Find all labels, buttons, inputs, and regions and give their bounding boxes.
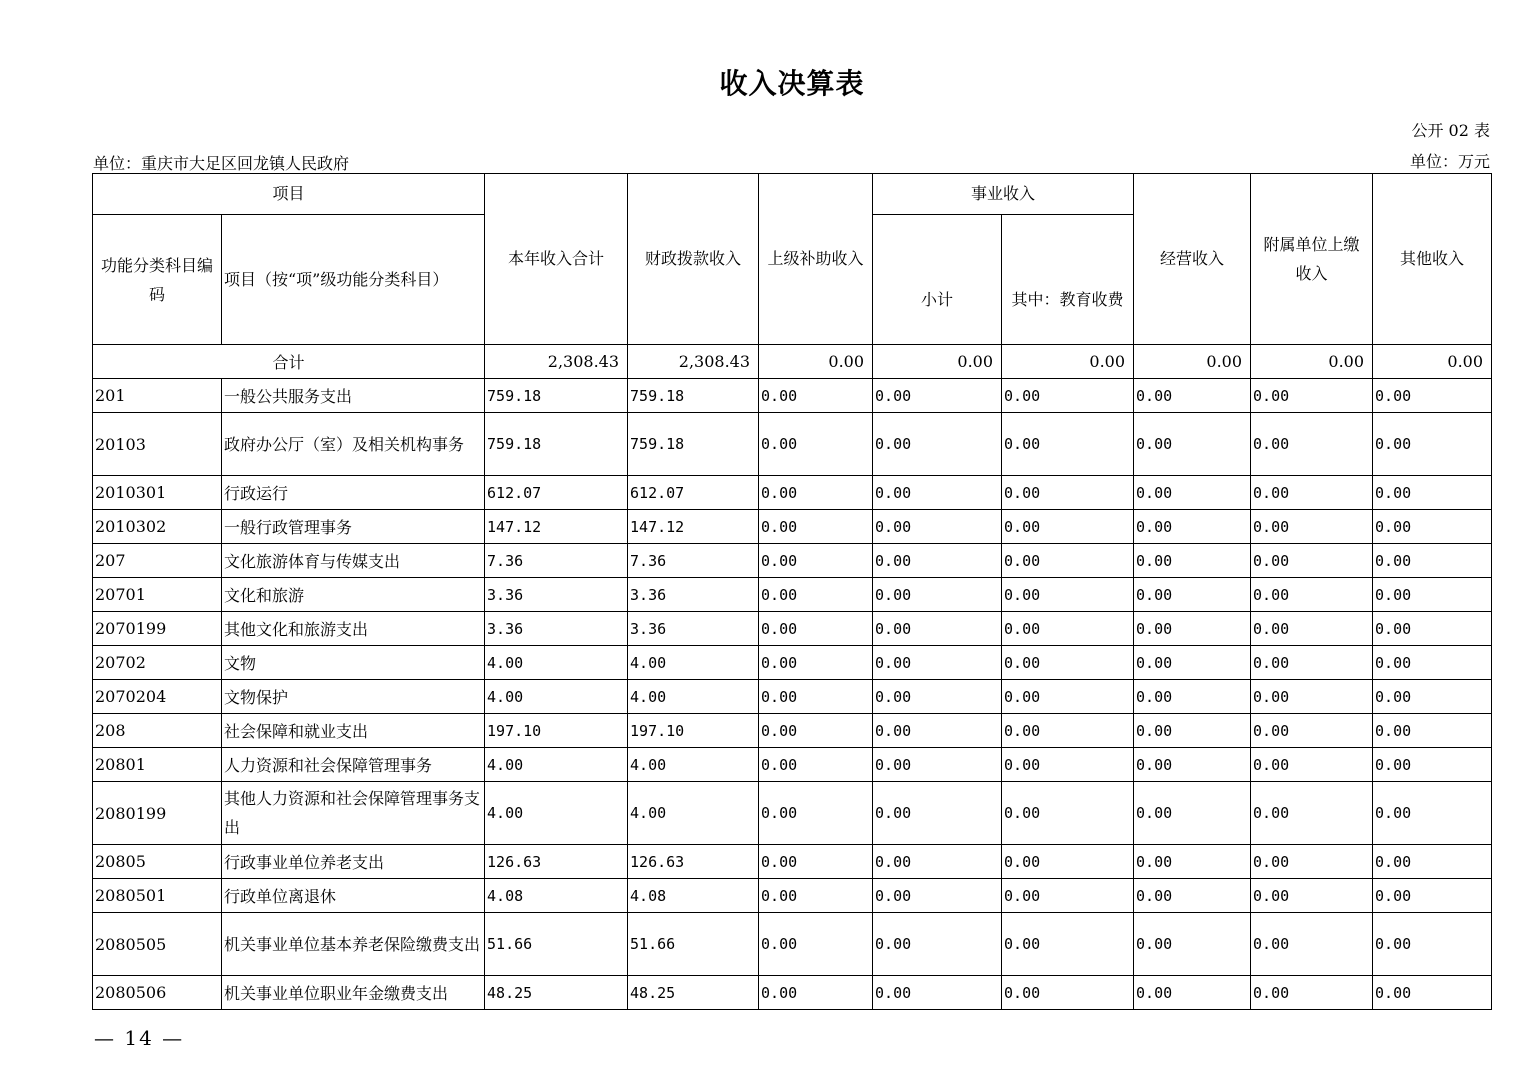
table-row: [93, 544, 1492, 578]
row-value-cell: 0.00: [1251, 913, 1373, 976]
row-code: 208: [93, 714, 222, 748]
header-superior: 上级补助收入: [759, 174, 873, 345]
row-value-cell: 0.00: [1251, 646, 1373, 680]
row-value-cell: 0.00: [1002, 714, 1134, 748]
totals-cell: 2,308.43: [628, 345, 759, 379]
row-item-name: 其他文化和旅游支出: [222, 612, 485, 646]
row-value-cell: 0.00: [1134, 544, 1251, 578]
table-row: [93, 379, 1492, 413]
row-item-name: 文物: [222, 646, 485, 680]
table-row: [93, 748, 1492, 782]
row-value-cell: 4.00: [628, 680, 759, 714]
row-value-cell: 0.00: [759, 845, 873, 879]
row-value-cell: 0.00: [1002, 476, 1134, 510]
row-item-name: 机关事业单位基本养老保险缴费支出: [222, 913, 485, 976]
row-value-cell: 0.00: [1002, 879, 1134, 913]
row-code: 2080501: [93, 879, 222, 913]
totals-label: 合计: [93, 345, 485, 379]
row-value-cell: 0.00: [873, 476, 1002, 510]
row-value-cell: 0.00: [1134, 714, 1251, 748]
row-item-name: 其他人力资源和社会保障管理事务支出: [222, 782, 485, 845]
totals-cell: 2,308.43: [485, 345, 628, 379]
table-row: [93, 913, 1492, 976]
header-item: 项目（按“项”级功能分类科目）: [222, 215, 485, 345]
totals-cell: 0.00: [1251, 345, 1373, 379]
header-education-fee: 其中：教育收费: [1002, 215, 1134, 345]
row-value-cell: 0.00: [1251, 379, 1373, 413]
income-table: [92, 173, 1492, 1010]
row-item-name: 文物保护: [222, 680, 485, 714]
currency-unit: 单位：万元: [1409, 152, 1490, 171]
form-number: 公开 02 表: [1411, 121, 1490, 140]
row-value-cell: 0.00: [1251, 845, 1373, 879]
header-total-income: 本年收入合计: [485, 174, 628, 345]
header-subtotal: 小计: [873, 215, 1002, 345]
row-value-cell: 0.00: [1002, 845, 1134, 879]
row-value-cell: 0.00: [1373, 578, 1492, 612]
header-code: 功能分类科目编码: [93, 215, 222, 345]
row-item-name: 行政运行: [222, 476, 485, 510]
row-value-cell: 4.00: [485, 782, 628, 845]
row-item-name: 行政事业单位养老支出: [222, 845, 485, 879]
header-project: 项目: [93, 174, 485, 215]
row-value-cell: 0.00: [1251, 578, 1373, 612]
row-value-cell: 0.00: [873, 913, 1002, 976]
row-value-cell: 0.00: [759, 748, 873, 782]
row-value-cell: 126.63: [485, 845, 628, 879]
row-value-cell: 7.36: [628, 544, 759, 578]
row-value-cell: 3.36: [485, 578, 628, 612]
row-value-cell: 0.00: [873, 379, 1002, 413]
row-value-cell: 0.00: [1134, 578, 1251, 612]
row-value-cell: 126.63: [628, 845, 759, 879]
row-value-cell: 0.00: [1134, 612, 1251, 646]
row-value-cell: 0.00: [1134, 845, 1251, 879]
totals-cell: 0.00: [1002, 345, 1134, 379]
row-value-cell: 0.00: [1134, 379, 1251, 413]
row-value-cell: 0.00: [873, 544, 1002, 578]
header-operating: 经营收入: [1134, 174, 1251, 345]
row-value-cell: 0.00: [1373, 680, 1492, 714]
row-value-cell: 0.00: [1373, 782, 1492, 845]
row-item-name: 一般公共服务支出: [222, 379, 485, 413]
row-code: 20701: [93, 578, 222, 612]
row-code: 20702: [93, 646, 222, 680]
row-value-cell: 0.00: [1134, 879, 1251, 913]
row-value-cell: 0.00: [873, 413, 1002, 476]
row-value-cell: 0.00: [759, 578, 873, 612]
row-value-cell: 0.00: [1002, 612, 1134, 646]
row-value-cell: 0.00: [1134, 413, 1251, 476]
row-value-cell: 0.00: [1002, 413, 1134, 476]
row-value-cell: 0.00: [759, 612, 873, 646]
row-value-cell: 197.10: [485, 714, 628, 748]
row-value-cell: 0.00: [873, 782, 1002, 845]
row-value-cell: 0.00: [1251, 714, 1373, 748]
row-value-cell: 0.00: [873, 845, 1002, 879]
row-value-cell: 759.18: [628, 379, 759, 413]
totals-row: [93, 345, 1492, 379]
row-value-cell: 0.00: [1251, 612, 1373, 646]
reporting-unit: 单位：重庆市大足区回龙镇人民政府: [93, 154, 350, 173]
row-code: 20801: [93, 748, 222, 782]
table-row: [93, 646, 1492, 680]
table-row: [93, 413, 1492, 476]
row-code: 2080506: [93, 976, 222, 1010]
row-value-cell: 7.36: [485, 544, 628, 578]
row-code: 20805: [93, 845, 222, 879]
header-affiliated: 附属单位上缴收入: [1251, 174, 1373, 345]
row-value-cell: 0.00: [1251, 782, 1373, 845]
row-value-cell: 759.18: [485, 413, 628, 476]
row-value-cell: 0.00: [1373, 879, 1492, 913]
table-row: [93, 612, 1492, 646]
row-value-cell: 0.00: [1373, 913, 1492, 976]
row-item-name: 人力资源和社会保障管理事务: [222, 748, 485, 782]
row-value-cell: 0.00: [759, 879, 873, 913]
row-value-cell: 0.00: [1251, 748, 1373, 782]
row-value-cell: 4.00: [628, 782, 759, 845]
row-code: 2080199: [93, 782, 222, 845]
row-value-cell: 4.08: [485, 879, 628, 913]
row-code: 201: [93, 379, 222, 413]
row-value-cell: 0.00: [1134, 748, 1251, 782]
row-value-cell: 0.00: [1002, 510, 1134, 544]
row-value-cell: 0.00: [759, 714, 873, 748]
row-value-cell: 612.07: [628, 476, 759, 510]
row-value-cell: 0.00: [759, 379, 873, 413]
row-value-cell: 0.00: [1373, 510, 1492, 544]
row-value-cell: 0.00: [873, 879, 1002, 913]
row-value-cell: 0.00: [1373, 845, 1492, 879]
row-value-cell: 0.00: [1251, 510, 1373, 544]
row-item-name: 政府办公厅（室）及相关机构事务: [222, 413, 485, 476]
row-value-cell: 0.00: [1134, 913, 1251, 976]
row-value-cell: 759.18: [485, 379, 628, 413]
row-item-name: 一般行政管理事务: [222, 510, 485, 544]
row-code: 2010301: [93, 476, 222, 510]
header-other: 其他收入: [1373, 174, 1492, 345]
page-title: 收入决算表: [719, 67, 865, 100]
page-number: — 14 —: [94, 1026, 185, 1050]
row-item-name: 行政单位离退休: [222, 879, 485, 913]
row-value-cell: 0.00: [1002, 976, 1134, 1010]
row-value-cell: 3.36: [485, 612, 628, 646]
row-value-cell: 759.18: [628, 413, 759, 476]
table-row: [93, 976, 1492, 1010]
row-value-cell: 0.00: [1002, 748, 1134, 782]
row-code: 2010302: [93, 510, 222, 544]
row-value-cell: 4.00: [628, 646, 759, 680]
row-code: 2070199: [93, 612, 222, 646]
row-value-cell: 0.00: [873, 510, 1002, 544]
row-value-cell: 3.36: [628, 578, 759, 612]
row-value-cell: 0.00: [1251, 476, 1373, 510]
row-value-cell: 4.00: [485, 646, 628, 680]
row-value-cell: 0.00: [1134, 680, 1251, 714]
row-value-cell: 0.00: [1002, 578, 1134, 612]
row-value-cell: 0.00: [1373, 476, 1492, 510]
row-value-cell: 51.66: [628, 913, 759, 976]
row-value-cell: 0.00: [873, 680, 1002, 714]
table-row: [93, 578, 1492, 612]
row-item-name: 文化旅游体育与传媒支出: [222, 544, 485, 578]
totals-cell: 0.00: [1373, 345, 1492, 379]
row-item-name: 文化和旅游: [222, 578, 485, 612]
row-value-cell: 4.00: [628, 748, 759, 782]
row-value-cell: 0.00: [1002, 379, 1134, 413]
row-item-name: 社会保障和就业支出: [222, 714, 485, 748]
row-value-cell: 0.00: [759, 476, 873, 510]
row-value-cell: 48.25: [485, 976, 628, 1010]
table-row: [93, 510, 1492, 544]
row-value-cell: 0.00: [1002, 782, 1134, 845]
table-row: [93, 879, 1492, 913]
row-value-cell: 0.00: [873, 578, 1002, 612]
row-value-cell: 0.00: [1373, 748, 1492, 782]
table-row: [93, 714, 1492, 748]
row-code: 207: [93, 544, 222, 578]
row-code: 2080505: [93, 913, 222, 976]
row-value-cell: 3.36: [628, 612, 759, 646]
row-value-cell: 0.00: [873, 612, 1002, 646]
row-value-cell: 51.66: [485, 913, 628, 976]
header-fiscal: 财政拨款收入: [628, 174, 759, 345]
row-value-cell: 0.00: [1134, 476, 1251, 510]
row-code: 20103: [93, 413, 222, 476]
row-value-cell: 0.00: [1373, 544, 1492, 578]
table-row: [93, 782, 1492, 845]
row-value-cell: 0.00: [1251, 544, 1373, 578]
row-value-cell: 0.00: [1134, 510, 1251, 544]
row-value-cell: 0.00: [759, 510, 873, 544]
row-value-cell: 0.00: [759, 976, 873, 1010]
row-value-cell: 0.00: [759, 680, 873, 714]
row-value-cell: 197.10: [628, 714, 759, 748]
table-row: [93, 476, 1492, 510]
row-value-cell: 0.00: [873, 976, 1002, 1010]
row-value-cell: 4.08: [628, 879, 759, 913]
header-row-1: [93, 174, 1492, 215]
row-item-name: 机关事业单位职业年金缴费支出: [222, 976, 485, 1010]
row-value-cell: 0.00: [1002, 913, 1134, 976]
row-value-cell: 4.00: [485, 680, 628, 714]
totals-cell: 0.00: [759, 345, 873, 379]
row-value-cell: 0.00: [759, 913, 873, 976]
row-value-cell: 0.00: [1134, 782, 1251, 845]
row-value-cell: 0.00: [873, 748, 1002, 782]
row-value-cell: 0.00: [1373, 714, 1492, 748]
row-value-cell: 147.12: [628, 510, 759, 544]
row-value-cell: 4.00: [485, 748, 628, 782]
row-value-cell: 0.00: [759, 544, 873, 578]
row-value-cell: 0.00: [1373, 413, 1492, 476]
row-value-cell: 0.00: [759, 782, 873, 845]
row-code: 2070204: [93, 680, 222, 714]
row-value-cell: 0.00: [759, 413, 873, 476]
row-value-cell: 0.00: [1134, 976, 1251, 1010]
totals-cell: 0.00: [1134, 345, 1251, 379]
totals-cell: 0.00: [873, 345, 1002, 379]
row-value-cell: 0.00: [759, 646, 873, 680]
row-value-cell: 0.00: [1002, 680, 1134, 714]
row-value-cell: 612.07: [485, 476, 628, 510]
row-value-cell: 0.00: [873, 714, 1002, 748]
row-value-cell: 0.00: [1373, 379, 1492, 413]
row-value-cell: 0.00: [1251, 680, 1373, 714]
row-value-cell: 147.12: [485, 510, 628, 544]
row-value-cell: 0.00: [1373, 646, 1492, 680]
table-row: [93, 845, 1492, 879]
table-row: [93, 680, 1492, 714]
row-value-cell: 0.00: [873, 646, 1002, 680]
row-value-cell: 0.00: [1373, 976, 1492, 1010]
row-value-cell: 0.00: [1251, 976, 1373, 1010]
header-business-income: 事业收入: [873, 174, 1134, 215]
row-value-cell: 0.00: [1373, 612, 1492, 646]
row-value-cell: 0.00: [1134, 646, 1251, 680]
row-value-cell: 0.00: [1251, 879, 1373, 913]
row-value-cell: 0.00: [1251, 413, 1373, 476]
row-value-cell: 0.00: [1002, 646, 1134, 680]
row-value-cell: 48.25: [628, 976, 759, 1010]
row-value-cell: 0.00: [1002, 544, 1134, 578]
